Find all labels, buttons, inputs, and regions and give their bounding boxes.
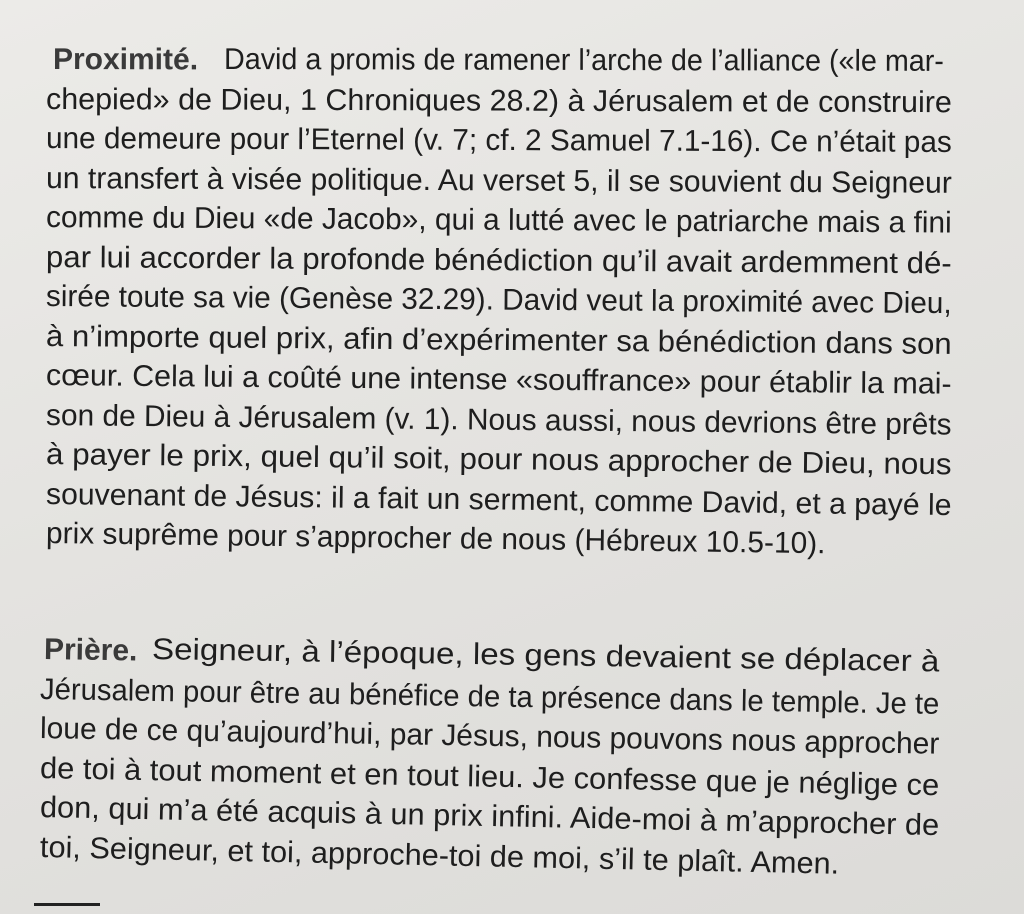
- lead-word: Proximité.: [52, 43, 199, 77]
- text-line-content: son de Dieu à Jérusalem (v. 1). Nous aussi, nous devrions être prêts: [45, 398, 952, 441]
- text-line-content: à payer le prix, quel qu’il soit, pour nous approcher de Dieu, nous: [45, 438, 952, 482]
- text-line: [46, 119, 1024, 163]
- text-line-content: loue de ce qu’aujourd’hui, par Jésus, nous pouvons nous approcher: [39, 712, 940, 761]
- text-line-content: par lui accorder la profonde bénédiction qu’il avait ardemment dé-: [45, 240, 952, 280]
- text-line: [46, 198, 1024, 244]
- text-line-content: une demeure pour l’Eternel (v. 7; cf. 2 Samuel 7.1-16). Ce n’était pas: [45, 122, 952, 159]
- lead-word: Prière.: [43, 633, 138, 668]
- text-line: [46, 80, 1024, 123]
- section-divider-rule: [34, 903, 100, 906]
- text-line-content: de toi à tout moment et en tout lieu. Je confesse que je néglige ce: [39, 751, 940, 802]
- text-line-content: comme du Dieu «de Jacob», qui a lutté avec le patriarche mais a fini: [45, 201, 952, 240]
- text-line-content: David a promis de ramener l’arche de l’alliance («le mar-: [223, 43, 944, 78]
- text-line-content: cœur. Cela lui a coûté une intense «souffrance» pour établir la mai-: [45, 359, 952, 401]
- text-line-content: don, qui m’a été acquis à un prix infini. Aide-moi à m’approcher de: [39, 791, 940, 843]
- text-line-content: toi, Seigneur, et toi, approche-toi de moi, s’il te plaît. Amen.: [39, 830, 840, 881]
- text-line-content: un transfert à visée politique. Au verset 5, il se souvient du Seigneur: [45, 161, 952, 200]
- text-line: [224, 40, 1024, 82]
- text-line-content: Seigneur, à l’époque, les gens devaient se déplacer à: [151, 633, 940, 679]
- text-line: [46, 159, 1024, 204]
- text-line-content: sirée toute sa vie (Genèse 32.29). David veut la proximité avec Dieu,: [45, 280, 952, 321]
- text-line-content: prix suprême pour s’approcher de nous (Hébreux 10.5-10).: [45, 517, 826, 561]
- text-line-content: à n’importe quel prix, afin d’expérimenter sa bénédiction dans son: [45, 319, 952, 361]
- text-line-content: souvenant de Jésus: il a fait un serment, comme David, et a payé le: [45, 477, 952, 522]
- text-line-content: Jérusalem pour être au bénéfice de ta présence dans le temple. Je te: [39, 672, 940, 721]
- text-line-content: chepied» de Dieu, 1 Chroniques 28.2) à Jérusalem et de construire: [45, 82, 952, 119]
